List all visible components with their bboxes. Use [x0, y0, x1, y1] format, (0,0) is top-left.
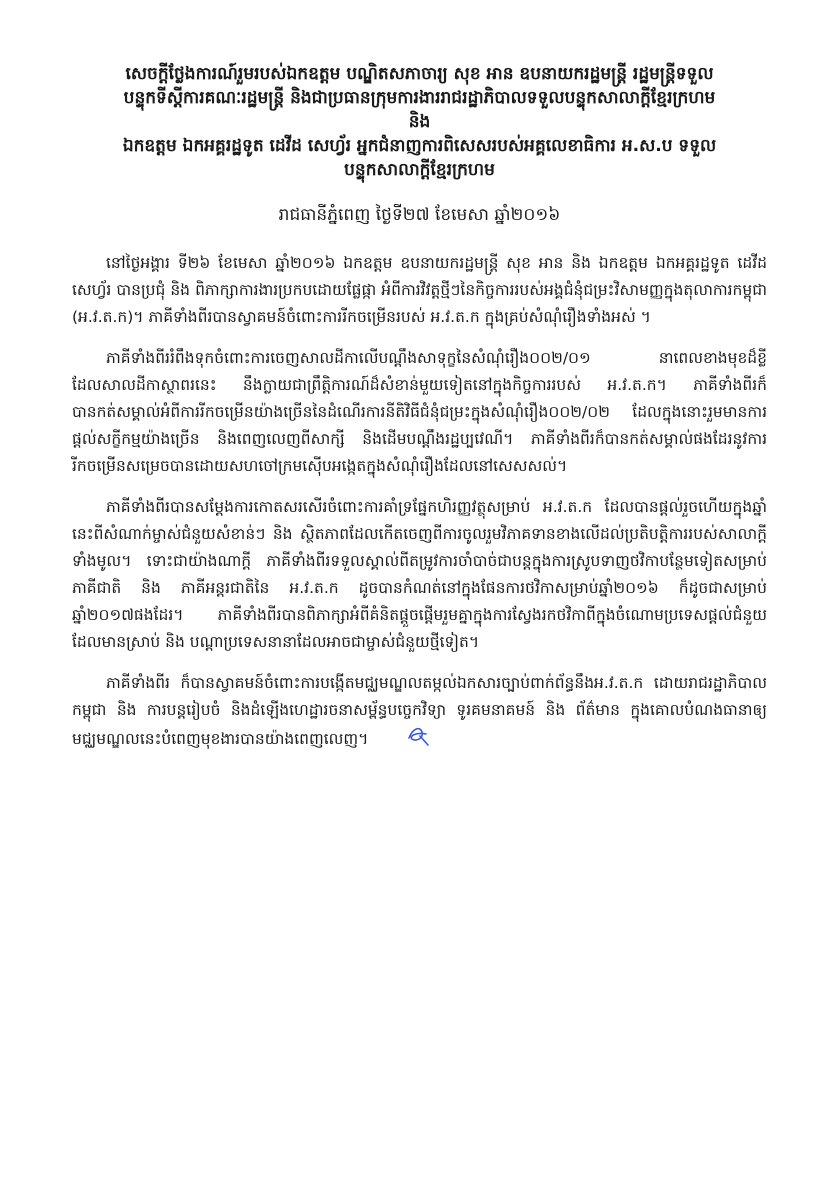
paragraph-2: ភាគីទាំងពីររំពឹងទុកចំពោះការចេញសាលដីកាលើបណ្តឹងសាទុក្ខនៃសំណុំរឿង០០២/០១ នាពេលខាងមុខដ៏ខ្លី ដែលសាលដីកាស្ថាពរនេះ នឹងក្លាយជាព្រឹត្តិការណ៍ដ៏សំខាន់មួយទៀតនៅក្នុងកិច្ចការរបស់ អ.វ.ត.ក។ ភាគីទាំងពីរក៏បានកត់សម្គាល់អំពីការរីកចម្រើនយ៉ាងច្រើននៃដំណើរការនីតិវិធីជំនុំជម្រះក្នុងសំណុំរឿង០០២/០២ ដែលក្នុងនោះរួមមានការផ្តល់សក្ខីកម្មយ៉ាងច្រើន និងពេញលេញពីសាក្សី និងដើមបណ្តឹងរដ្ឋប្បវេណី។ ភាគីទាំងពីរក៏បានកត់សម្គាល់ផងដែរនូវការរីកចម្រើនសម្រេចបានដោយសហចៅក្រមស៊ើបអង្កេតក្នុងសំណុំរឿងដែលនៅសេសសល់។ [72, 349, 767, 475]
title-line-1: សេចក្តីថ្លែងការណ៍រួមរបស់ឯកឧត្តម បណ្ឌិតសភាចារ្យ សុខ អាន ឧបនាយករដ្ឋមន្ត្រី រដ្ឋមន្ត្រីទទួល [125, 64, 714, 84]
dateline: រាជធានីភ្នំពេញ ថ្ងៃទី២៧ ខែមេសា ឆ្នាំ២០១៦ [278, 205, 561, 225]
paragraph-4 [72, 670, 767, 755]
document-title [72, 62, 767, 182]
title-line-5: បន្ទុកសាលាក្តីខ្មែរក្រហម [344, 160, 495, 180]
paragraph-4-text: ភាគីទាំងពីរ ក៏បានស្វាគមន៍ចំពោះការបង្កើតមជ្ឈមណ្ឌលតម្កល់ឯកសារច្បាប់ពាក់ព័ន្ធនឹងអ.វ.ត.ក ដោយរាជរដ្ឋាភិបាលកម្ពុជា និង ការបន្តរៀបចំ និងដំឡើងហេដ្ឋារចនាសម្ព័ន្ធបច្ចេកវិទ្យា ទូរគមនាគមន៍ និង ព័ត៌មាន ក្នុងគោលបំណងធានាឲ្យមជ្ឈមណ្ឌលនេះបំពេញមុខងារបានយ៉ាងពេញលេញ។ [72, 674, 767, 748]
title-line-4: ឯកឧត្តម ឯកអគ្គរដ្ឋទូត ដេវីដ សេហ្វ័រ អ្នកជំនាញការពិសេសរបស់អគ្គលេខាធិការ អ.ស.ប ទទួល [122, 136, 717, 156]
title-line-2: បន្ទុកទីស្តីការគណៈរដ្ឋមន្ត្រី និងជាប្រធានក្រុមការងាររាជរដ្ឋាភិបាលទទួលបន្ទុកសាលាក្តីខ្មែរក្រហម [123, 88, 716, 108]
title-line-3: និង [408, 112, 431, 132]
paragraph-1: នៅថ្ងៃអង្គារ ទី២៦ ខែមេសា ឆ្នាំ២០១៦ ឯកឧត្តម ឧបនាយករដ្ឋមន្ត្រី សុខ អាន និង ឯកឧត្តម ឯកអគ្គរដ្ឋទូត ដេវីដ សេហ្វ័រ បានប្រជុំ និង ពិភាក្សាការងារប្រកបដោយផ្លែផ្កា អំពីការវិវត្តថ្មីៗនៃកិច្ចការរបស់អង្គជំនុំជម្រះវិសាមញ្ញក្នុងតុលាការកម្ពុជា (អ.វ.ត.ក)។ ភាគីទាំងពីរបានស្វាគមន៍ចំពោះការរីកចម្រើនរបស់ អ.វ.ត.ក ក្នុងគ្រប់សំណុំរឿងទាំងអស់ ។ [72, 254, 767, 326]
paragraph-3: ភាគីទាំងពីរបានសម្តែងការកោតសរសើរចំពោះការគាំទ្រផ្នែកហិរញ្ញវត្ថុសម្រាប់ អ.វ.ត.ក ដែលបានផ្តល់រួចហើយក្នុងឆ្នាំនេះពីសំណាក់ម្ចាស់ជំនួយសំខាន់ៗ និង ស្ថិតភាពដែលកើតចេញពីការចូលរួមវិភាគទានខាងលើដល់ប្រតិបត្តិការរបស់សាលាក្តីទាំងមូល។ ទោះជាយ៉ាងណាក្តី ភាគីទាំងពីរទទួលស្គាល់ពីតម្រូវការចាំបាច់ជាបន្តក្នុងការស្រូបទាញថវិកាបន្ថែមទៀតសម្រាប់ភាគីជាតិ និង ភាគីអន្តរជាតិនៃ អ.វ.ត.ក ដូចបានកំណត់នៅក្នុងផែនការថវិកាសម្រាប់ឆ្នាំ២០១៦ ក៏ដូចជាសម្រាប់ឆ្នាំ២០១៧ផងដែរ។ ភាគីទាំងពីរបានពិភាក្សាអំពីគំនិតផ្តួចផ្តើមរួមគ្នាក្នុងការស្វែងរកថវិកាពីក្នុងចំណោមប្រទេសផ្តល់ជំនួយដែលមានស្រាប់ និង បណ្តាប្រទេសនានាដែលអាចជាម្ចាស់ជំនួយថ្មីទៀត។ [72, 498, 767, 651]
initial-signature-icon [372, 724, 432, 755]
